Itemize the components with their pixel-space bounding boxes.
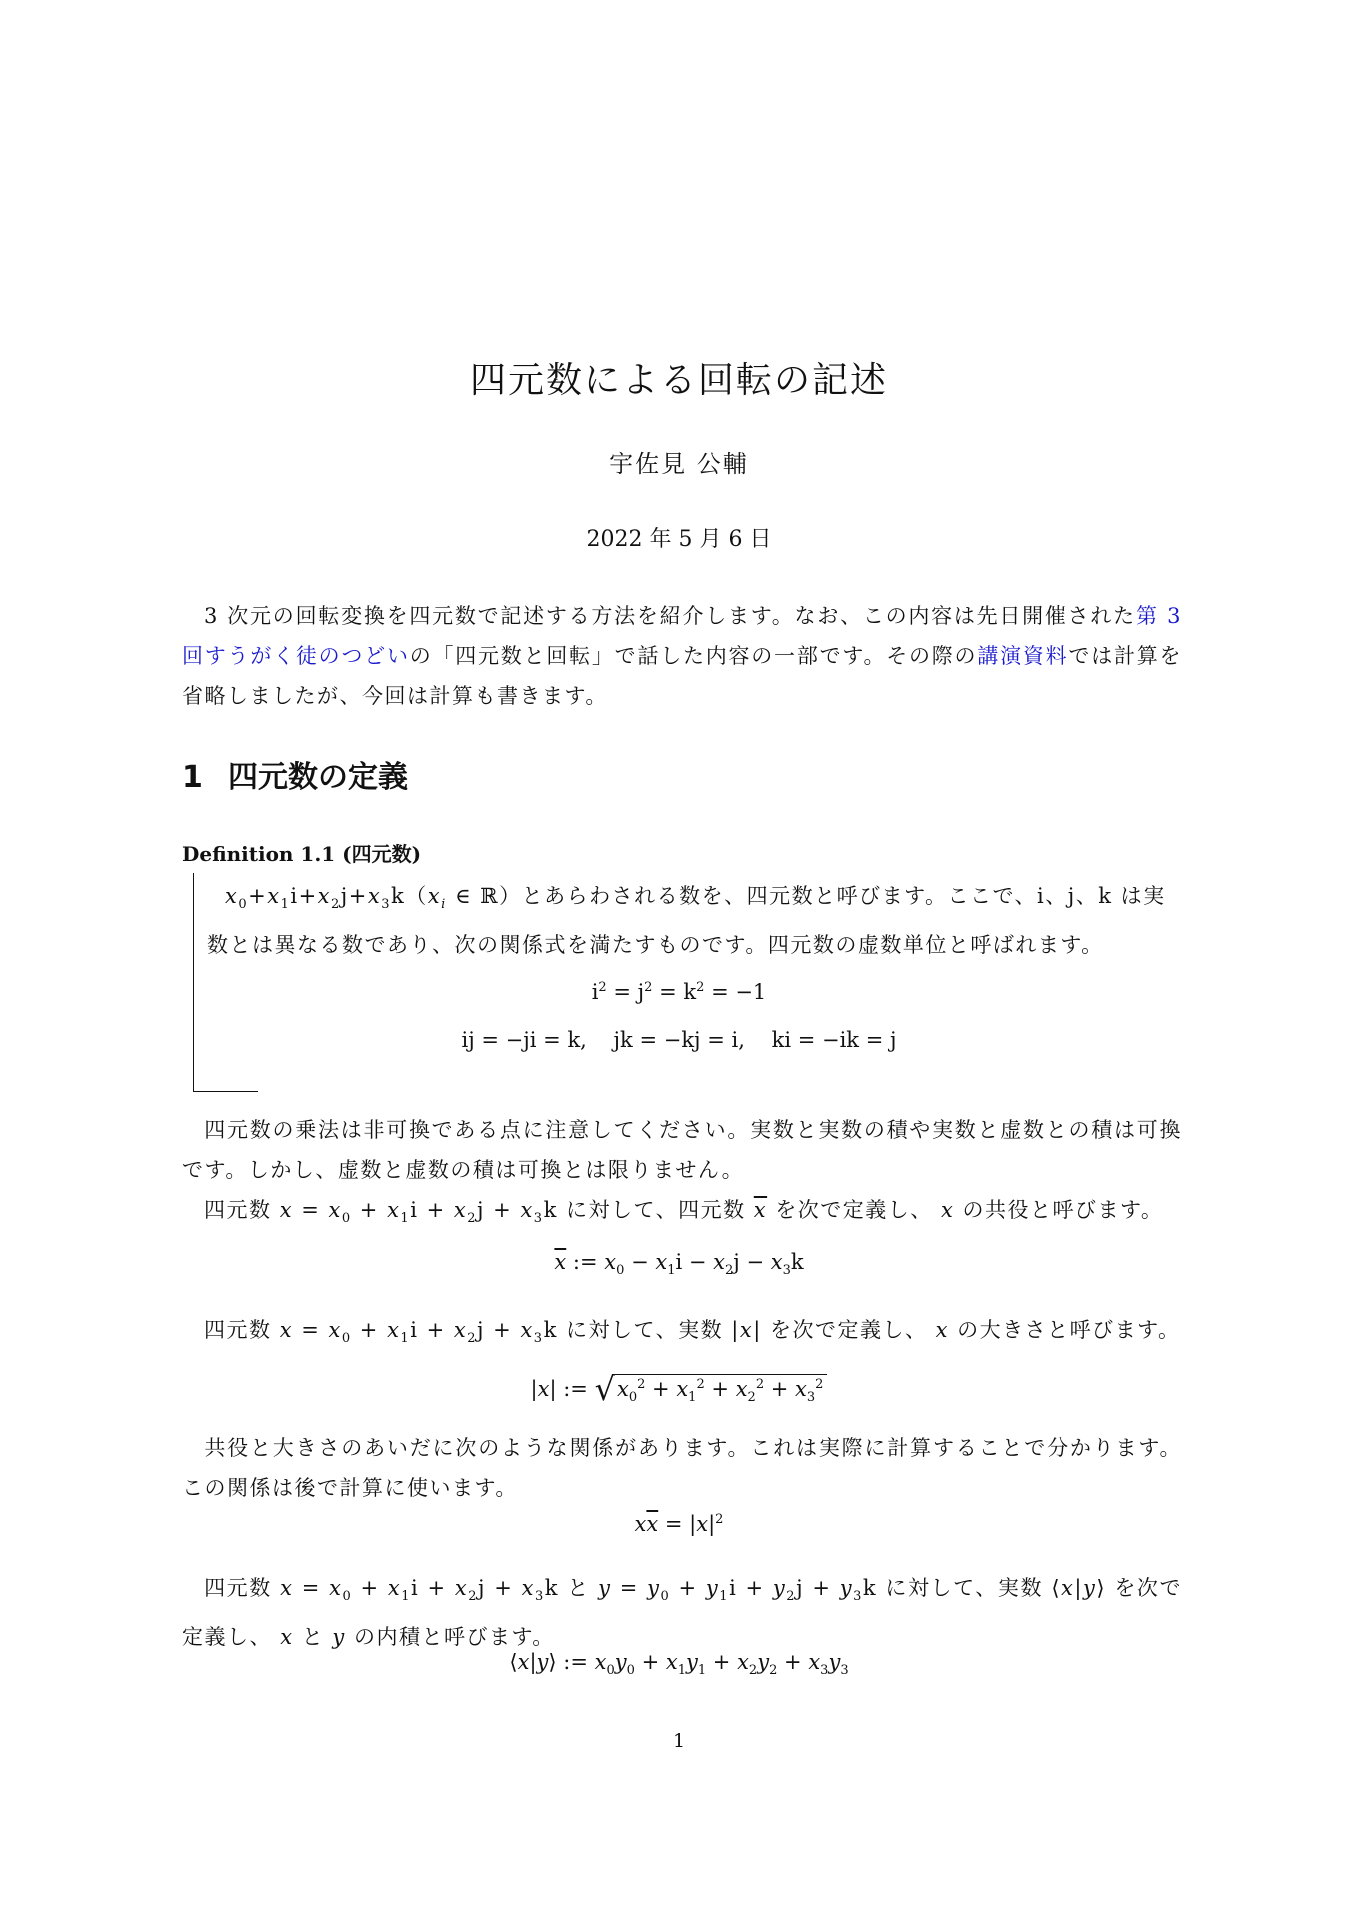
intro-text-1: 3 次元の回転変換を四元数で記述する方法を紹介します。なお、この内容は先日開催された [204, 604, 1136, 628]
conj-text-2: に対して、四元数 [565, 1198, 746, 1222]
intro-paragraph [182, 596, 1182, 716]
equation-magnitude: |x| := $√x_0^2 + x_1^2 + x_2^2 + x_3^2$ [0, 1370, 1358, 1408]
author-name: 宇佐見 公輔 [609, 450, 749, 478]
inner-product-paragraph: 四元数 $x = x_0 + x_1i + x_2j + x_3k$ と $y = y_0 + y_1i + y_2j + y_3k$ に対して、実数 ⟨x|y⟩ を次で定義し、 x と y の内積と呼びます。 [182, 1576, 1182, 1650]
conj-text-3: を次で定義し、 [775, 1198, 933, 1222]
abs-text-3: を次で定義し、 [769, 1318, 928, 1342]
inner-text-1: 四元数 [204, 1576, 272, 1600]
magnitude-paragraph: 四元数 $x = x_0 + x_1i + x_2j + x_3k$ に対して、実数 |x| を次で定義し、 x の大きさと呼びます。 [204, 1318, 1181, 1347]
event-link[interactable]: 第 3 回すうがく徒のつどい [182, 604, 1182, 668]
section-title: 四元数の定義 [228, 760, 408, 795]
relation-text: 共役と大きさのあいだに次のような関係があります。これは実際に計算することで分かります。この関係は後で計算に使います。 [182, 1436, 1182, 1500]
abs-text-4: の大きさと呼びます。 [957, 1318, 1181, 1342]
inner-text-4: を次で定義し、 [182, 1576, 1182, 1650]
slides-link[interactable]: 講演資料 [977, 644, 1069, 668]
relation-paragraph [182, 1428, 1182, 1508]
section-heading [182, 752, 408, 796]
equation-products: ij = −ji = k, jk = −kj = i, ki = −ik = j [461, 1028, 897, 1052]
conj-text-1: 四元数 [204, 1198, 272, 1222]
noncommutative-text: 四元数の乗法は非可換である点に注意してください。実数と実数の積や実数と虚数との積は可換です。しかし、虚数と虚数の積は可換とは限りません。 [182, 1118, 1182, 1182]
definition-text: とあらわされる数を、四元数と呼びます。ここで、i、j、k は実数とは異なる数であり、次の関係式を満たすものです。四元数の虚数単位と呼ばれます。 [207, 884, 1166, 958]
definition-heading: Definition 1.1 (四元数) [182, 842, 422, 866]
inner-text-3: に対して、実数 [885, 1576, 1044, 1600]
abs-text-1: 四元数 [204, 1318, 272, 1342]
equation-inner-product: ⟨x|y⟩ := $x_0y_0 + x_1y_1 + x_2y_2 + x_3y_3$ [509, 1650, 849, 1679]
conj-text-4: の共役と呼びます。 [962, 1198, 1164, 1222]
intro-text-2: の「四元数と回転」で話した内容の一部です。その際の [409, 644, 978, 668]
document-date: 2022 年 5 月 6 日 [586, 527, 772, 552]
inner-text-2: と [567, 1576, 590, 1600]
equation-relation: $x\overline{x} = |x|^2$ [634, 1512, 724, 1536]
inner-text-5: と [301, 1625, 325, 1650]
definition-body: $x_0+x_1i+x_2j+x_3k(x_i$ ∈ ℝ）とあらわされる数を、四元数と呼びます。ここで、i、j、k は実数とは異なる数であり、次の関係式を満たすものです。四元数の虚数単位と呼ばれます。 [207, 884, 1166, 958]
abs-text-2: に対して、実数 [565, 1318, 724, 1342]
inner-text-6: の内積と呼びます。 [353, 1625, 555, 1650]
conjugate-paragraph: 四元数 $x = x_0 + x_1i + x_2j + x_3k$ に対して、四元数 $\overline{x}$ を次で定義し、 x の共役と呼びます。 [204, 1198, 1164, 1227]
equation-conjugate: $\overline{x}$ := $x_0 - x_1i - x_2j - x_3k$ [554, 1250, 804, 1279]
document-title: 四元数による回転の記述 [469, 360, 888, 401]
noncommutative-paragraph [182, 1110, 1182, 1190]
section-number: 1 [182, 760, 203, 795]
page-number: 1 [672, 1730, 686, 1752]
equation-unit-squares: $i^2 = j^2 = k^2 = -1$ [591, 980, 767, 1004]
intro-text-3: では計算を省略しましたが、今回は計算も書きます。 [182, 644, 1183, 708]
